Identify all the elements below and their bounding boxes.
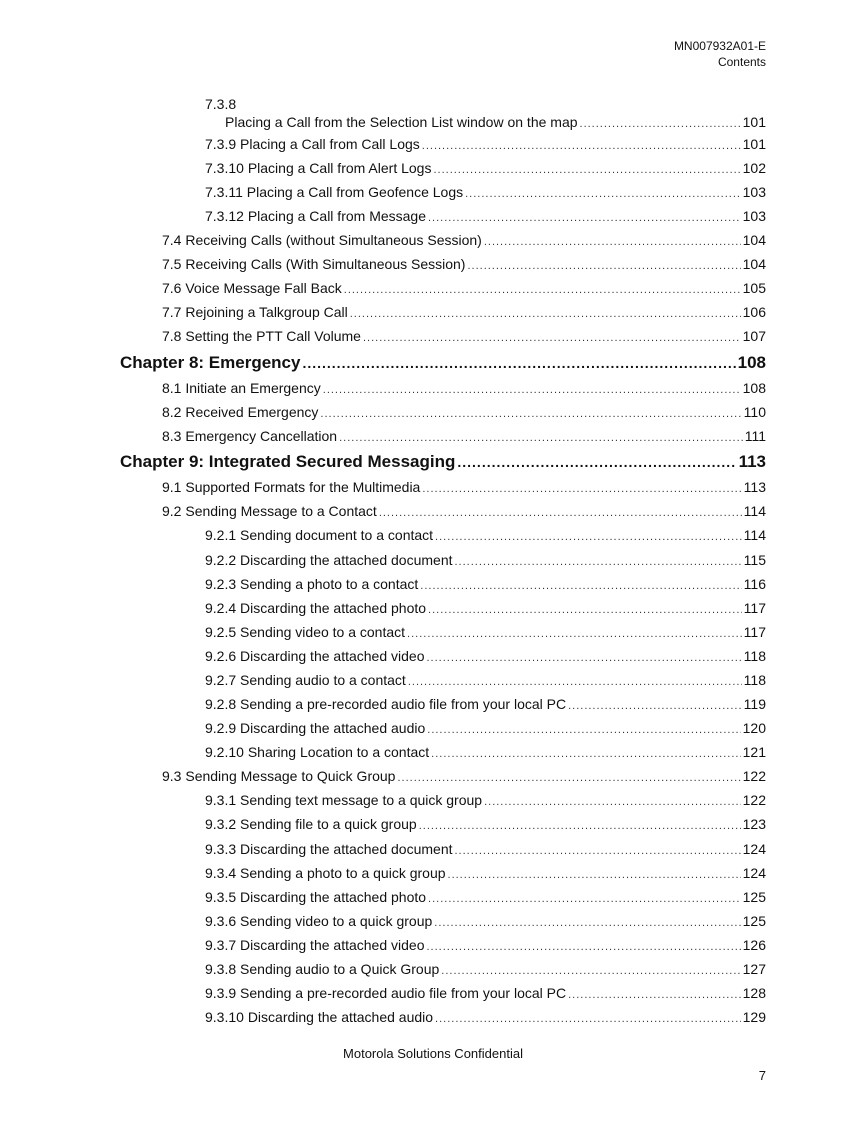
toc-leader-dots <box>407 625 742 643</box>
toc-entry-page: 115 <box>743 552 766 568</box>
toc-entry-page: 124 <box>742 841 766 857</box>
toc-entry[interactable] <box>162 478 766 498</box>
toc-entry[interactable] <box>205 719 766 739</box>
toc-entry-title: 9.3.2 Sending file to a quick group <box>205 816 417 832</box>
toc-entry[interactable] <box>205 791 766 811</box>
toc-leader-dots <box>434 914 740 932</box>
toc-leader-dots <box>323 381 741 399</box>
toc-leader-dots <box>339 429 743 447</box>
toc-entry[interactable] <box>205 743 766 763</box>
toc-entry-title: 9.1 Supported Formats for the Multimedia <box>162 479 421 495</box>
toc-leader-dots <box>465 185 741 203</box>
toc-entry[interactable] <box>162 502 766 522</box>
toc-entry-title: 7.7 Rejoining a Talkgroup Call <box>162 304 348 320</box>
toc-entry[interactable] <box>205 623 766 643</box>
toc-entry[interactable] <box>205 695 766 715</box>
toc-entry-title: 9.2.9 Discarding the attached audio <box>205 720 426 736</box>
toc-entry-title: 9.2 Sending Message to a Contact <box>162 503 377 519</box>
toc-entry-title: 7.3.10 Placing a Call from Alert Logs <box>205 160 432 176</box>
toc-leader-dots <box>580 115 741 133</box>
toc-entry-page: 108 <box>742 380 766 396</box>
toc-leader-dots <box>484 233 741 251</box>
toc-leader-dots <box>408 673 742 691</box>
toc-leader-dots <box>420 577 741 595</box>
toc-entry[interactable] <box>205 1008 766 1028</box>
toc-entry-title: 9.3.10 Discarding the attached audio <box>205 1009 434 1025</box>
toc-leader-dots <box>320 405 741 423</box>
toc-entry-title: 7.6 Voice Message Fall Back <box>162 280 342 296</box>
toc-entry-page: 114 <box>743 527 766 543</box>
toc-entry-title: 9.3.8 Sending audio to a Quick Group <box>205 961 440 977</box>
toc-entry[interactable] <box>205 840 766 860</box>
toc-entry-page: 117 <box>743 600 766 616</box>
toc-entry[interactable] <box>205 135 766 155</box>
toc-entry-page: 129 <box>742 1009 766 1025</box>
toc-entry[interactable] <box>205 551 766 571</box>
toc-entry-page: 114 <box>743 503 766 519</box>
toc-entry-page: 122 <box>742 792 766 808</box>
toc-entry-page: 107 <box>742 328 766 344</box>
toc-entry-page: 124 <box>742 865 766 881</box>
toc-entry-title: 9.3.1 Sending text message to a quick group <box>205 792 483 808</box>
toc-leader-dots <box>350 305 741 323</box>
toc-entry-title: 7.8 Setting the PTT Call Volume <box>162 328 361 344</box>
toc-entry-page: 106 <box>742 304 766 320</box>
toc-chapter-entry[interactable] <box>120 352 766 374</box>
toc-entry-title: 9.2.1 Sending document to a contact <box>205 527 434 543</box>
toc-entry-title: 7.4 Receiving Calls (without Simultaneous Session) <box>162 232 482 248</box>
toc-leader-dots <box>344 281 741 299</box>
toc-leader-dots <box>484 793 741 811</box>
toc-entry-title: 9.3 Sending Message to Quick Group <box>162 768 396 784</box>
toc-chapter-entry[interactable] <box>120 451 766 473</box>
toc-entry[interactable] <box>205 575 766 595</box>
toc-entry-page: 103 <box>742 184 766 200</box>
toc-entry-page: 122 <box>742 768 766 784</box>
toc-entry[interactable] <box>162 767 766 787</box>
toc-entry-title: 9.3.7 Discarding the attached video <box>205 937 425 953</box>
toc-leader-dots <box>455 842 741 860</box>
toc-entry[interactable] <box>205 815 766 835</box>
toc-entry-page: 125 <box>742 889 766 905</box>
toc-leader-dots <box>467 257 740 275</box>
toc-entry-title: 9.3.6 Sending video to a quick group <box>205 913 433 929</box>
toc-entry[interactable] <box>162 303 766 323</box>
toc-entry-title: 8.1 Initiate an Emergency <box>162 380 321 396</box>
toc-leader-dots <box>428 209 741 227</box>
toc-entry-title: 8.3 Emergency Cancellation <box>162 428 338 444</box>
toc-entry-title: 9.2.2 Discarding the attached document <box>205 552 453 568</box>
toc-entry-title: 7.3.12 Placing a Call from Message <box>205 208 426 224</box>
toc-entry-page: 103 <box>742 208 766 224</box>
toc-entry-title: Chapter 9: Integrated Secured Messaging <box>120 452 456 471</box>
toc-leader-dots <box>457 451 736 473</box>
toc-entry-page: 104 <box>742 256 766 272</box>
toc-entry-page: 125 <box>742 913 766 929</box>
toc-leader-dots <box>302 352 735 374</box>
toc-entry[interactable] <box>162 379 766 399</box>
toc-leader-dots <box>455 553 742 571</box>
toc-entry[interactable] <box>205 671 766 691</box>
toc-leader-dots <box>426 938 740 956</box>
toc-entry[interactable] <box>162 279 766 299</box>
toc-entry-page: 102 <box>742 160 766 176</box>
toc-entry-title: 9.2.8 Sending a pre-recorded audio file from your local PC <box>205 696 567 712</box>
toc-leader-dots <box>422 137 741 155</box>
toc-entry[interactable] <box>162 427 766 447</box>
toc-entry[interactable] <box>205 183 766 203</box>
toc-entry-page: 123 <box>742 816 766 832</box>
toc-entry-page: 113 <box>738 452 766 471</box>
section-name: Contents <box>717 55 766 69</box>
toc-entry-page: 118 <box>743 672 766 688</box>
toc-entry-page: 127 <box>742 961 766 977</box>
toc-leader-dots <box>568 986 741 1004</box>
confidential-footer: Motorola Solutions Confidential <box>343 1046 523 1061</box>
page-number: 7 <box>758 1068 766 1083</box>
toc-leader-dots <box>397 769 740 787</box>
toc-entry-title: 9.3.4 Sending a photo to a quick group <box>205 865 446 881</box>
toc-entry[interactable] <box>205 599 766 619</box>
toc-entry-page: 126 <box>742 937 766 953</box>
toc-entry-title: 9.2.5 Sending video to a contact <box>205 624 406 640</box>
toc-entry-page: 104 <box>742 232 766 248</box>
toc-leader-dots <box>426 649 741 667</box>
toc-entry[interactable] <box>162 327 766 347</box>
toc-entry-title: Chapter 8: Emergency <box>120 353 301 372</box>
toc-entry-title: 9.2.4 Discarding the attached photo <box>205 600 427 616</box>
toc-entry[interactable] <box>205 984 766 1004</box>
toc-leader-dots <box>427 721 740 739</box>
toc-leader-dots <box>435 528 742 546</box>
toc-entry-title: 9.2.10 Sharing Location to a contact <box>205 744 430 760</box>
toc-entry-7-3-8[interactable] <box>205 95 766 133</box>
toc-entry-page: 113 <box>743 479 766 495</box>
toc-entry-page: 121 <box>742 744 766 760</box>
toc-entry-page: 117 <box>743 624 766 640</box>
toc-entry-page: 101 <box>742 136 766 152</box>
toc-entry-title: Placing a Call from the Selection List window on the map <box>225 114 578 130</box>
document-number: MN007932A01-E <box>673 39 766 53</box>
toc-leader-dots <box>428 890 741 908</box>
toc-leader-dots <box>568 697 742 715</box>
toc-leader-dots <box>363 329 741 347</box>
toc-leader-dots <box>428 601 742 619</box>
toc-entry-page: 101 <box>742 114 766 130</box>
toc-entry-page: 118 <box>743 648 766 664</box>
toc-entry-title: 7.3.11 Placing a Call from Geofence Logs <box>205 184 464 200</box>
toc-entry[interactable] <box>205 159 766 179</box>
toc-entry-page: 120 <box>742 720 766 736</box>
toc-entry-title: 9.2.7 Sending audio to a contact <box>205 672 406 688</box>
toc-entry[interactable] <box>162 255 766 275</box>
toc-entry-title: 9.2.6 Discarding the attached video <box>205 648 425 664</box>
toc-entry[interactable] <box>205 960 766 980</box>
toc-leader-dots <box>448 866 741 884</box>
toc-leader-dots <box>419 817 741 835</box>
toc-leader-dots <box>422 480 741 498</box>
toc-entry[interactable] <box>162 231 766 251</box>
toc-entry[interactable] <box>205 888 766 908</box>
toc-leader-dots <box>435 1010 741 1028</box>
toc-entry-title: 9.2.3 Sending a photo to a contact <box>205 576 419 592</box>
toc-leader-dots <box>433 161 740 179</box>
toc-entry[interactable] <box>205 526 766 546</box>
toc-entry-page: 110 <box>743 404 766 420</box>
toc-entry-title: 9.3.3 Discarding the attached document <box>205 841 453 857</box>
toc-entry[interactable] <box>205 936 766 956</box>
toc-entry[interactable] <box>205 864 766 884</box>
toc-entry-page: 111 <box>744 428 766 444</box>
toc-entry[interactable] <box>162 403 766 423</box>
toc-entry[interactable] <box>205 647 766 667</box>
toc-entry-page: 105 <box>742 280 766 296</box>
toc-entry-page: 116 <box>743 576 766 592</box>
toc-leader-dots <box>441 962 740 980</box>
toc-entry-title: 8.2 Received Emergency <box>162 404 319 420</box>
toc-entry-page: 128 <box>742 985 766 1001</box>
toc-entry[interactable] <box>205 207 766 227</box>
toc-leader-dots <box>431 745 740 763</box>
toc-leader-dots <box>379 504 742 522</box>
toc-entry-title: 7.5 Receiving Calls (With Simultaneous Session) <box>162 256 466 272</box>
toc-entry-page: 119 <box>743 696 766 712</box>
toc-entry-title: 9.3.9 Sending a pre-recorded audio file from your local PC <box>205 985 567 1001</box>
toc-entry-number: 7.3.8 <box>205 96 237 112</box>
toc-entry[interactable] <box>205 912 766 932</box>
toc-entry-title: 7.3.9 Placing a Call from Call Logs <box>205 136 420 152</box>
toc-entry-page: 108 <box>737 353 766 372</box>
toc-entry-title: 9.3.5 Discarding the attached photo <box>205 889 427 905</box>
